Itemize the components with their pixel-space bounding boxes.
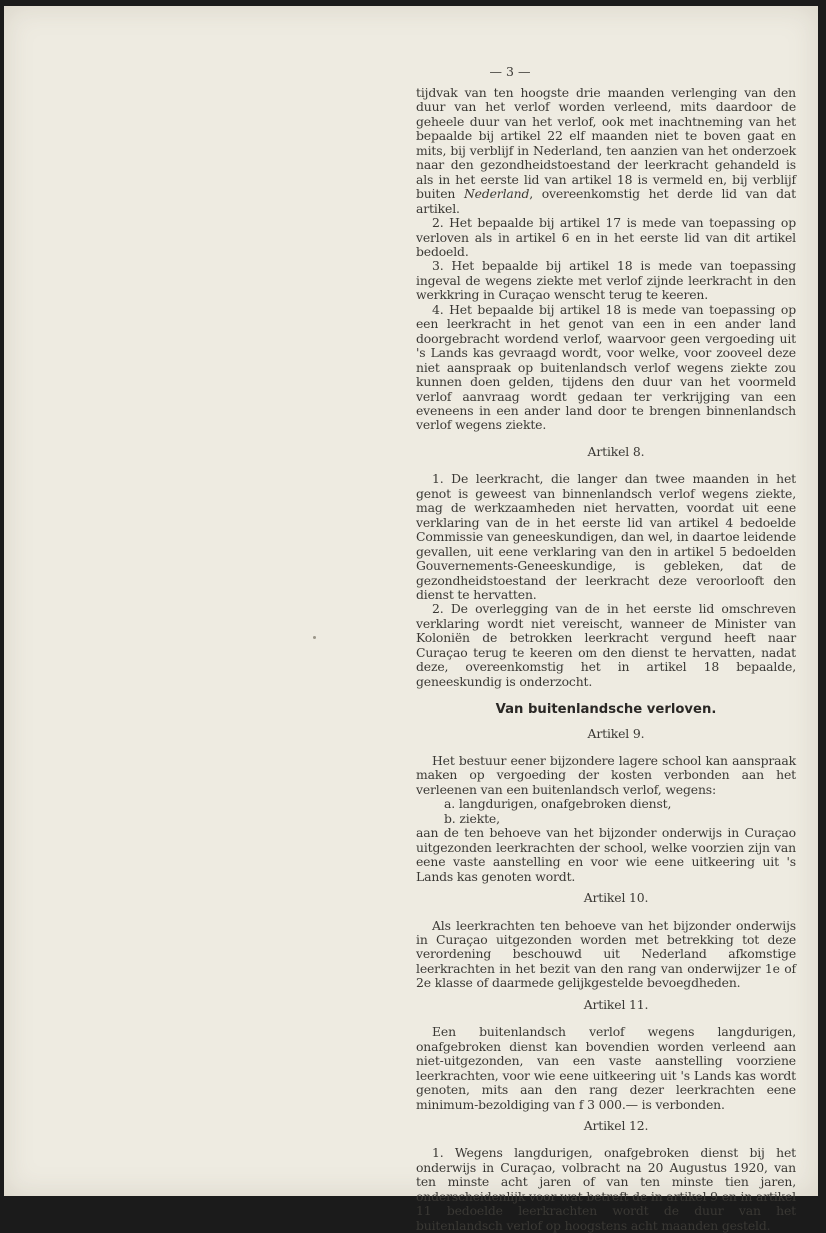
section-heading: Van buitenlandsche verloven. <box>495 702 717 718</box>
article-11-paragraph: Een buitenlandsch verlof wegens langdurigen, onafgebroken dienst kan bovendien worden verleend aan niet-uitgezonden, van een vaste aanstelling voorziene leerkrachten, voor wie eene uitkeering uit 's Lands kas wordt genoten, mits aan den rang dezer leerkrachten eene minimum-bezoldiging van f 3 000.— is verbonden. <box>416 1024 796 1112</box>
article-8-paragraph-2: 2. De overlegging van de in het eerste lid omschreven verklaring wordt niet vereischt, wanneer de Minister van Koloniën de betrokken leerkracht vergund heeft naar Curaçao terug te keeren om den dienst te hervatten, nadat deze, overeenkomstig het in artikel 18 bepaalde, geneeskundig is onderzocht. <box>416 601 796 689</box>
article-9-heading: Artikel 9. <box>587 725 645 741</box>
paragraph-continuation-text: tijdvak van ten hoogste drie maanden verlenging van den duur van het verlof worden verleend, mits daardoor de geheele duur van het verlof, ook met inachtneming van het bepaalde bij artikel 22 elf maanden niet te boven gaat en mits, bij verblijf in Nederland, ten aanzien van het onderzoek naar den gezondheidstoestand der leerkracht gehandeld is als in het eerste lid van artikel 18 is vermeld en, bij verblijf buiten <box>416 85 796 202</box>
article-10-paragraph: Als leerkrachten ten behoeve van het bijzonder onderwijs in Curaçao uitgezonden worden met betrekking tot deze verordening beschouwd uit Nederland afkomstige leerkrachten in het bezit van den rang van onderwijzer 1e of 2e klasse of daarmede gelijkgestelde bevoegdheden. <box>416 917 796 991</box>
article-10-heading: Artikel 10. <box>583 890 649 906</box>
italic-nederland: Nederland <box>463 186 530 202</box>
article-8-paragraph-1: 1. De leerkracht, die langer dan twee maanden in het genot is geweest van binnenlandsch verlof wegens ziekte, mag de werkzaamheden niet hervatten, voordat uit eene verklaring van de in het eerste lid van artikel 4 bedoelde Commissie van geneeskundigen, dan wel, in daartoe leidende gevallen, uit eene verklaring van den in artikel 5 bedoelden Gouvernements-Geneeskundige, is gebleken, dat de gezondheidstoestand der leerkracht deze veroorlooft den dienst te hervatten. <box>416 471 796 602</box>
article-12-paragraph: 1. Wegens langdurigen, onafgebroken dienst bij het onderwijs in Curaçao, volbracht na 20 Augustus 1920, van ten minste acht jaren of van ten minste tien jaren, onderscheidenlijk voor wat betreft de in artikel 9 en in artikel 11 bedoelde leerkrachten wordt de duur van het buitenlandsch verlof op hoogstens acht maanden gesteld. <box>416 1145 796 1233</box>
article-8-heading: Artikel 8. <box>587 443 645 459</box>
text-column <box>416 86 796 1233</box>
paragraph-continuation <box>416 86 796 216</box>
page-number: — 3 — <box>489 64 531 79</box>
article-9-item-b: b. ziekte, <box>444 810 500 826</box>
article-9-intro: Het bestuur eener bijzondere lagere school kan aanspraak maken op vergoeding der kosten verbonden aan het verleenen van een buitenlandsch verlof, wegens: <box>416 753 796 797</box>
paragraph-continuation-end: , overeenkomstig het derde lid van dat artikel. <box>416 186 796 216</box>
paragraph-4: 4. Het bepaalde bij artikel 18 is mede van toepassing op een leerkracht in het genot van een in een ander land doorgebracht wordend verlof, waarvoor geen vergoeding uit 's Lands kas gevraagd wordt, voor welke, voor zooveel deze niet aanspraak op buitenlandsch verlof wegens ziekte zou kunnen doen gelden, tijdens den duur van het voormeld verlof aanvraag wordt gedaan ter verkrijging van een eveneens in een ander land door te brengen binnenlandsch verlof wegens ziekte. <box>416 301 796 433</box>
article-12-heading: Artikel 12. <box>583 1118 649 1133</box>
article-11-heading: Artikel 11. <box>583 996 649 1012</box>
document-page <box>4 6 818 1233</box>
paragraph-3: 3. Het bepaalde bij artikel 18 is mede van toepassing ingeval de wegens ziekte met verlof zijnde leerkracht in den werkkring in Curaçao wenscht terug te keeren. <box>416 258 796 303</box>
article-9-rest: aan de ten behoeve van het bijzonder onderwijs in Curaçao uitgezonden leerkrachten der school, welke voorzien zijn van eene vaste aanstelling en voor wie eene uitkeering uit 's Lands kas genoten wordt. <box>416 825 796 884</box>
paper-speck <box>313 636 316 639</box>
article-9-item-a: a. langdurigen, onafgebroken dienst, <box>444 796 672 812</box>
paragraph-2: 2. Het bepaalde bij artikel 17 is mede van toepassing op verloven als in artikel 6 en in het eerste lid van dit artikel bedoeld. <box>416 215 796 259</box>
